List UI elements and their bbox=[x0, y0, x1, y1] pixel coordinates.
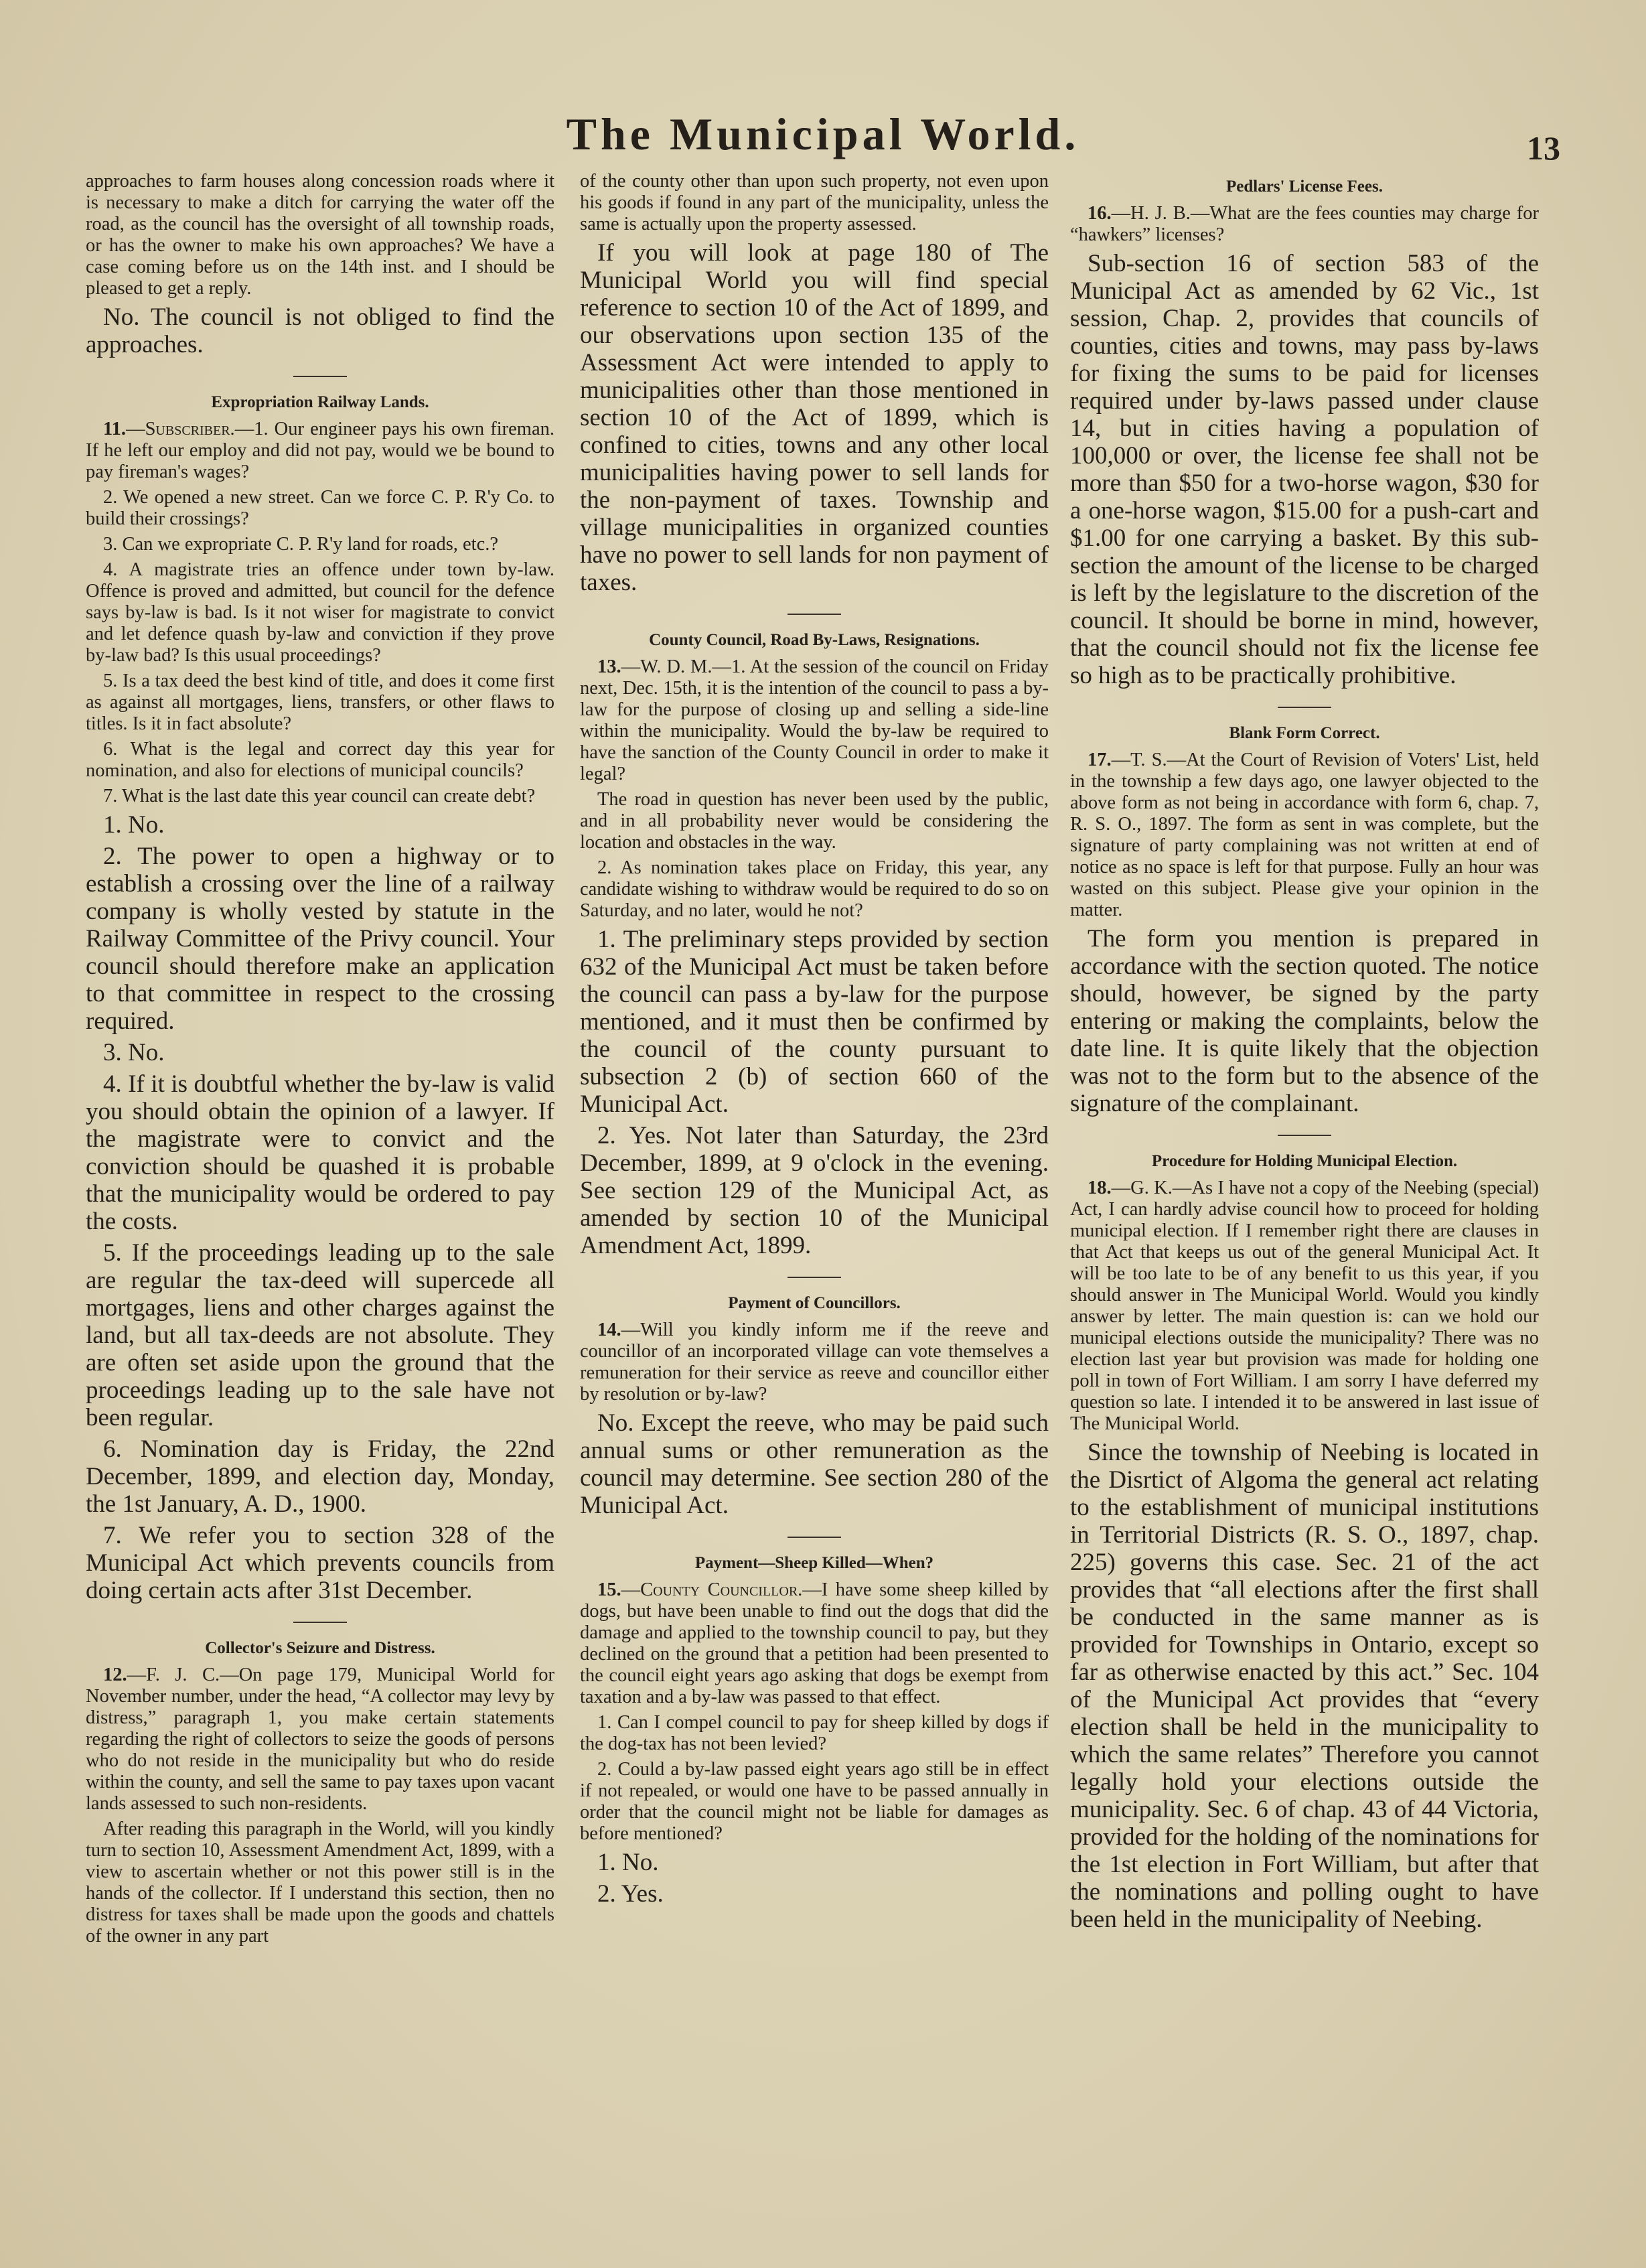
section-heading: Blank Form Correct. bbox=[1229, 724, 1380, 742]
answer-paragraph: 4. If it is doubtful whether the by-law is valid you should obtain the opinion of a lawyer. If the magistrate were to convict and the conviction should be quashed it is probable that the municipality would be ordered to pay the costs. bbox=[86, 1070, 554, 1235]
question-paragraph: 3. Can we expropriate C. P. R'y land for roads, etc.? bbox=[103, 534, 499, 555]
answer-paragraph: 1. No. bbox=[103, 811, 165, 839]
correspondent-name: —County Councillor. bbox=[621, 1579, 803, 1600]
question-number: 18. bbox=[1088, 1178, 1112, 1198]
answer-paragraph: 2. Yes. Not later than Saturday, the 23rd December, 1899, at 9 o'clock in the evening. See section 129 of the Municipal Act, as amended by section 10 of the Municipal Amendment Act, 1899. bbox=[580, 1122, 1049, 1259]
question-paragraph: 5. Is a tax deed the best kind of title, and does it come first as against all mortgages, liens, transfers, or other flaws to titles. Is it in fact absolute? bbox=[86, 670, 554, 734]
question-paragraph: The road in question has never been used by the public, and in all probability never would be considering the location and obstacles in the way. bbox=[580, 789, 1049, 853]
section-heading: Pedlars' License Fees. bbox=[1226, 178, 1383, 196]
answer-paragraph: Sub-section 16 of section 583 of the Municipal Act as amended by 62 Vic., 1st session, Chap. 2, provides that councils of counties, cities and towns, may pass by-laws for fixing the sums to be paid for licenses required under by-laws passed under clause 14, but in cities having a population of 100,000 or over, the license fee shall not be more than $50 for a two-horse wagon, $30 for a one-horse wagon, $15.00 for a push-cart and $1.00 for one carrying a basket. By this sub-section the amount of the license to be charged is left by the legislature to the discretion of the council. It should be borne in mind, however, that the council should not fix the license fee so high as to be practically prohibitive. bbox=[1070, 250, 1539, 689]
question-text: —I have some sheep killed by dogs, but have been unable to find out the dogs that did the damage and applied to the township council to pay, but they declined on the ground that a petition had been presented to the council eight years ago asking that dogs be exempt from taxation and a by-law was passed to that effect. bbox=[580, 1579, 1049, 1707]
answer-paragraph: 5. If the proceedings leading up to the sale are regular the tax-deed will supercede all mortgages, liens and other charges against the land, but all tax-deeds are not absolute. They are often set aside upon the ground that the proceedings leading up to the sale have not been regular. bbox=[86, 1239, 554, 1431]
answer-paragraph: 2. Yes. bbox=[597, 1880, 664, 1908]
question-paragraph bbox=[580, 1579, 1049, 1708]
question-number: 14. bbox=[597, 1320, 621, 1340]
question-paragraph bbox=[1070, 203, 1539, 246]
question-text: —G. K.—As I have not a copy of the Neebing (special) Act, I can hardly advise council how to proceed for holding municipal election. If I remember right there are clauses in that Act that keeps us out of the general Municipal Act. It will be too late to be of any benefit to us this year, if you should answer in The Municipal World. Would you kindly answer by letter. The main question is: can we hold our municipal elections outside the municipality? There was no election last year but provision was made for holding one poll in town of Fort William. I am sorry I have deferred my question so late. I intended it to be answered in last issue of The Municipal World. bbox=[1070, 1178, 1539, 1434]
answer-paragraph: No. The council is not obliged to find the approaches. bbox=[86, 303, 554, 358]
column-3 bbox=[1070, 171, 1539, 1937]
question-text: —1. Our engineer pays his own fireman. If he left our employ and did not pay, would we be bound to pay fireman's wages? bbox=[86, 419, 554, 482]
section-heading: Payment—Sheep Killed—When? bbox=[694, 1554, 934, 1572]
question-number: 11. bbox=[103, 419, 127, 439]
section-heading: Payment of Councillors. bbox=[728, 1294, 901, 1312]
question-number: 13. bbox=[597, 656, 621, 677]
question-paragraph: 7. What is the last date this year council can create debt? bbox=[103, 786, 536, 806]
answer-paragraph: 1. The preliminary steps provided by section 632 of the Municipal Act must be taken before the council can pass a by-law for the purpose mentioned, and it must then be confirmed by the council of the county pursuant to subsection 2 (b) of section 660 of the Municipal Act. bbox=[580, 926, 1049, 1118]
section-divider bbox=[1278, 707, 1331, 708]
section-divider bbox=[788, 1537, 841, 1538]
question-paragraph: 2. As nomination takes place on Friday, this year, any candidate wishing to withdraw would be required to do so on Saturday, and no later, would he not? bbox=[580, 857, 1049, 921]
answer-paragraph: The form you mention is prepared in accordance with the section quoted. The notice should, however, be signed by the party entering or making the complaints, below the date line. It is quite likely that the objection was not to the form but to the absence of the signature of the complainant. bbox=[1070, 925, 1539, 1117]
section-divider bbox=[293, 1622, 347, 1623]
answer-paragraph: 7. We refer you to section 328 of the Municipal Act which prevents councils from doing certain acts after 31st December. bbox=[86, 1522, 554, 1604]
paragraph: approaches to farm houses along concession roads where it is necessary to make a ditch for carrying the water off the road, as the council has the oversight of all township roads, or has the owner to make his own approaches? We have a case coming before us on the 14th inst. and I should be pleased to get a reply. bbox=[86, 171, 554, 299]
column-2 bbox=[580, 171, 1049, 1912]
section-heading: County Council, Road By-Laws, Resignations. bbox=[649, 631, 980, 649]
page-number: 13 bbox=[1527, 129, 1560, 167]
question-paragraph bbox=[1070, 1178, 1539, 1435]
correspondent-name: —Subscriber. bbox=[126, 419, 235, 439]
question-text: —Will you kindly inform me if the reeve and councillor of an incorporated village can vote themselves a remuneration for their service as reeve and councillor either by resolution or by-law? bbox=[580, 1320, 1049, 1405]
answer-paragraph: 3. No. bbox=[103, 1039, 165, 1066]
question-paragraph: 2. Could a by-law passed eight years ago still be in effect if not repealed, or would one have to be passed annually in order that the council might not be liable for damages as before mentioned? bbox=[580, 1759, 1049, 1844]
answer-paragraph: 1. No. bbox=[597, 1849, 659, 1876]
section-divider bbox=[788, 1277, 841, 1278]
section-divider bbox=[293, 376, 347, 377]
answer-paragraph: Since the township of Neebing is located in the Disrtict of Algoma the general act relating to the establishment of municipal institutions in Territorial Districts (R. S. O., 1897, chap. 225) governs this case. Sec. 21 of the act provides that “all elections after the first shall be conducted in the same manner as is provided for Townships in Ontario, except so far as otherwise enacted by this act.” Sec. 104 of the Municipal Act provides that “every election shall be held in the municipality to which the same relates” Therefore you cannot legally hold your elections outside the municipality. Sec. 6 of chap. 43 of 44 Victoria, provided for the holding of the nominations for the 1st election in Fort William, but after that the nominations and polling ought to have been held in the municipality of Neebing. bbox=[1070, 1439, 1539, 1933]
question-paragraph: 4. A magistrate tries an offence under town by-law. Offence is proved and admitted, but council for the defence says by-law is bad. Is it not wiser for magistrate to convict and let defence quash by-law and conviction if they prove by-law bad? Is this usual proceedings? bbox=[86, 559, 554, 666]
question-text: —T. S.—At the Court of Revision of Voters' List, held in the township a few days ago, one lawyer objected to the above form as not being in accordance with form 6, chap. 7, R. S. O., 1897. The form as sent in was complete, but the signature of party complaining was not written at end of notice as no space is left for that purpose. Fully an hour was wasted on this subject. Please give your opinion in the matter. bbox=[1070, 750, 1539, 920]
question-text: —F. J. C.—On page 179, Municipal World for November number, under the head, “A collector may levy by distress,” paragraph 1, you make certain statements regarding the right of collectors to seize the goods of persons who do not reside in the municipality but who do reside within the county, and sell the same to pay taxes upon vacant lands assessed to such non-residents. bbox=[86, 1664, 554, 1814]
section-divider bbox=[1278, 1135, 1331, 1136]
masthead-title: The Municipal World. bbox=[566, 109, 1080, 159]
question-paragraph: 6. What is the legal and correct day this year for nomination, and also for elections of municipal councils? bbox=[86, 739, 554, 781]
question-paragraph bbox=[580, 1320, 1049, 1405]
question-number: 15. bbox=[597, 1579, 621, 1600]
question-paragraph: 2. We opened a new street. Can we force C. P. R'y Co. to build their crossings? bbox=[86, 487, 554, 529]
question-text: —W. D. M.—1. At the session of the council on Friday next, Dec. 15th, it is the intention of the council to pass a by-law for the purpose of closing up and selling a side-line within the municipality. Would the by-law be required to have the sanction of the County Council in order to make it legal? bbox=[580, 656, 1049, 784]
question-paragraph: After reading this paragraph in the World, will you kindly turn to section 10, Assessment Amendment Act, 1899, with a view to ascertain whether or not this power still is in the hands of the collector. If I understand this section, then no distress for taxes shall be made upon the goods and chattels of the owner in any part bbox=[86, 1819, 554, 1946]
answer-paragraph: 2. The power to open a highway or to establish a crossing over the line of a railway company is wholly vested by statute in the Railway Committee of the Privy council. Your council should therefore make an application to that committee in respect to the crossing required. bbox=[86, 843, 554, 1035]
question-number: 12. bbox=[103, 1664, 127, 1685]
answer-paragraph: No. Except the reeve, who may be paid such annual sums or other remuneration as the council may determine. See section 280 of the Municipal Act. bbox=[580, 1409, 1049, 1519]
question-paragraph bbox=[1070, 750, 1539, 921]
paragraph: of the county other than upon such property, not even upon his goods if found in any part of the municipality, unless the same is actually upon the property assessed. bbox=[580, 171, 1049, 234]
question-number: 17. bbox=[1088, 750, 1112, 770]
answer-paragraph: 6. Nomination day is Friday, the 22nd December, 1899, and election day, Monday, the 1st January, A. D., 1900. bbox=[86, 1435, 554, 1518]
question-paragraph: 1. Can I compel council to pay for sheep killed by dogs if the dog-tax has not been levied? bbox=[580, 1712, 1049, 1754]
question-paragraph bbox=[580, 656, 1049, 785]
question-paragraph bbox=[86, 419, 554, 483]
section-heading: Collector's Seizure and Distress. bbox=[205, 1639, 435, 1657]
question-number: 16. bbox=[1088, 203, 1112, 224]
question-paragraph bbox=[86, 1664, 554, 1815]
question-text: —H. J. B.—What are the fees counties may charge for “hawkers” licenses? bbox=[1070, 203, 1539, 245]
answer-paragraph: If you will look at page 180 of The Municipal World you will find special reference to section 10 of the Act of 1899, and our observations upon section 135 of the Assessment Act were intended to apply to municipalities other than those mentioned in section 10 of the Act of 1899, which is confined to cities, towns and any other local municipalities having power to sell lands for the non-payment of taxes. Township and village municipalities in organized counties have no power to sell lands for non payment of taxes. bbox=[580, 239, 1049, 596]
section-heading: Procedure for Holding Municipal Election. bbox=[1151, 1152, 1458, 1170]
column-1 bbox=[86, 171, 554, 1951]
section-divider bbox=[788, 614, 841, 615]
section-heading: Expropriation Railway Lands. bbox=[211, 393, 429, 411]
